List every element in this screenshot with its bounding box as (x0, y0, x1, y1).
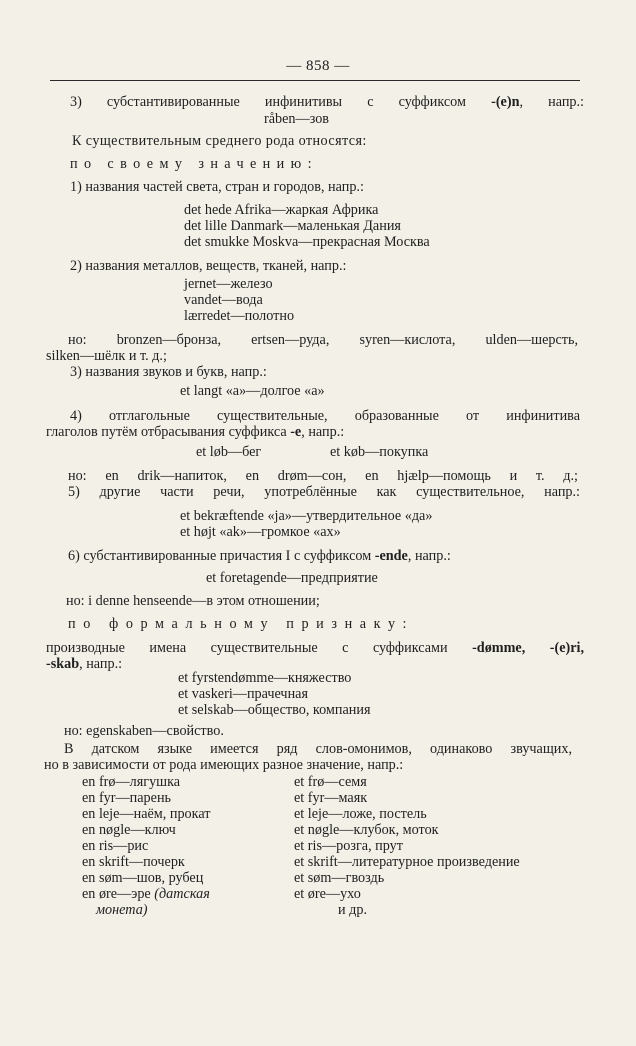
text-span: en øre—эре (82, 886, 151, 902)
example-selskab: et selskab—общество, компания (178, 702, 371, 718)
section-by-meaning: по своему значению: (70, 156, 318, 172)
note-coin (96, 902, 148, 918)
item-5-line: 5) другие части речи, употреблённые как существительное, напр.: (68, 484, 580, 500)
text-span: глаголов путём отбрасывания суффикса (46, 424, 287, 440)
item-6-line (68, 548, 451, 564)
homonym-common-fyr: en fyr—парень (82, 790, 172, 806)
homonym-common-ris: en ris—рис (82, 838, 149, 854)
example-kob: et køb—покупка (330, 444, 429, 460)
example-afrika: det hede Afrika—жаркая Африка (184, 202, 379, 218)
homonyms-intro-2: но в зависимости от рода имеющих разное значение, напр.: (44, 757, 404, 773)
text-span: 3) субстантивированные инфинитивы с суффиксом (70, 94, 466, 110)
note-danish: (датская (154, 886, 210, 902)
example-foretagende: et foretagende—предприятие (206, 570, 378, 586)
text-span: , напр.: (301, 424, 345, 440)
example-lob: et løb—бег (196, 444, 262, 460)
homonym-neuter-søm: et søm—гвоздь (294, 870, 385, 886)
example-moskva: det smukke Moskva—прекрасная Москва (184, 234, 430, 250)
item-3b-line: 3) названия звуков и букв, напр.: (70, 364, 267, 380)
text-span: 6) субстантивированные причастия I с суффиксом (68, 548, 372, 564)
homonym-neuter-skrift: et skrift—литературное произведение (294, 854, 520, 870)
homonym-common-søm: en søm—шов, рубец (82, 870, 204, 886)
example-bekraeftende: et bekræftende «ja»—утвердительное «да» (180, 508, 433, 524)
example-raben: råben—зов (264, 111, 330, 127)
example-vandet: vandet—вода (184, 292, 263, 308)
homonym-neuter-ris: et ris—розга, прут (294, 838, 403, 854)
exceptions-drik: но: en drik—напиток, en drøm—сон, en hjælp—помощь и т. д.; (68, 468, 578, 484)
suffixes-domme-eri: -dømme, -(e)ri, (472, 640, 585, 656)
exceptions-line-1: но: bronzen—бронза, ertsen—руда, syren—кислота, ulden—шерсть, (68, 332, 578, 348)
text-span: , напр.: (519, 94, 584, 110)
homonym-neuter-øre: et øre—ухо (294, 886, 361, 902)
section-by-form: по формальному признаку: (68, 616, 414, 632)
page-number: — 858 — (286, 58, 350, 74)
item-4-line-2 (46, 424, 344, 440)
exceptions-line-2: silken—шёлк и т. д.; (46, 348, 167, 364)
homonym-common-nøgle: en nøgle—ключ (82, 822, 176, 838)
suffix-skab: -skab (46, 656, 80, 672)
header-rule (50, 80, 580, 81)
example-fyrstendomme: et fyrstendømme—княжество (178, 670, 352, 686)
suffix-ende: -ende (374, 548, 408, 564)
text-span: , напр.: (407, 548, 451, 564)
homonym-neuter-fyr: et fyr—маяк (294, 790, 368, 806)
homonym-common-øre (82, 886, 210, 902)
example-langt: et langt «a»—долгое «а» (180, 383, 325, 399)
item-3-line (46, 94, 584, 110)
example-laerredet: lærredet—полотно (184, 308, 295, 324)
example-hojt: et højt «ak»—громкое «ах» (180, 524, 341, 540)
homonym-common-frø: en frø—лягушка (82, 774, 181, 790)
suffix-e: -е (290, 424, 302, 440)
closing-etc: и др. (338, 902, 367, 918)
example-danmark: det lille Danmark—маленькая Дания (184, 218, 401, 234)
homonym-common-skrift: en skrift—почерк (82, 854, 185, 870)
item-1-line: 1) названия частей света, стран и городов, напр.: (70, 179, 364, 195)
neuter-intro: К существительным среднего рода относятся: (72, 133, 367, 149)
example-vaskeri: et vaskeri—прачечная (178, 686, 308, 702)
text-span: , напр.: (79, 656, 123, 672)
note-coin-text: монета) (96, 902, 148, 918)
item-2-line: 2) названия металлов, веществ, тканей, напр.: (70, 258, 347, 274)
homonym-neuter-leje: et leje—ложе, постель (294, 806, 427, 822)
item-4-line: 4) отглагольные существительные, образованные от инфинитива (70, 408, 580, 424)
suffix-en: -(е)n (491, 94, 520, 110)
exception-henseende: но: i denne henseende—в этом отношении; (66, 593, 320, 609)
homonym-neuter-frø: et frø—семя (294, 774, 367, 790)
text-span: производные имена существительные с суффиксами (46, 640, 448, 656)
homonyms-intro-1: В датском языке имеется ряд слов-омонимов, одинаково звучащих, (64, 741, 572, 757)
exception-egenskaben: но: egenskaben—свойство. (64, 723, 224, 739)
derived-nouns-line-2 (46, 656, 122, 672)
homonym-neuter-nøgle: et nøgle—клубок, моток (294, 822, 439, 838)
homonym-common-leje: en leje—наём, прокат (82, 806, 211, 822)
derived-nouns-line (46, 640, 584, 656)
example-jernet: jernet—железо (184, 276, 273, 292)
